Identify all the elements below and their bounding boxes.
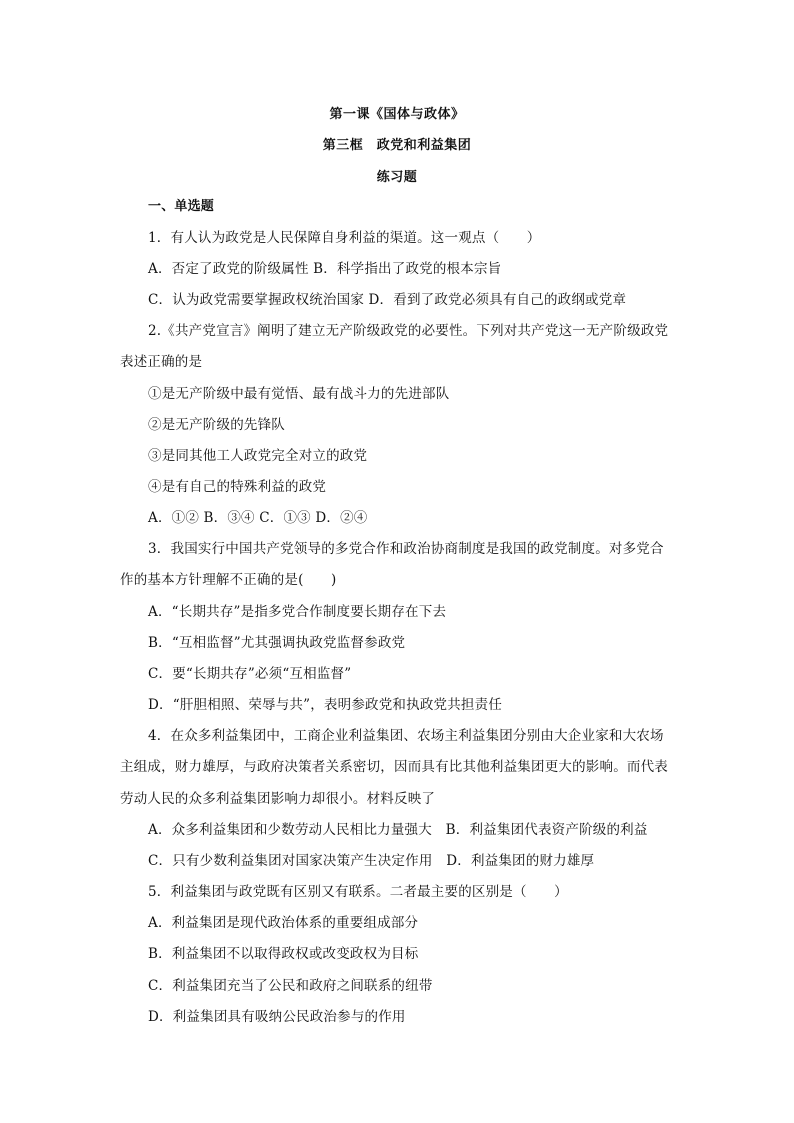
- section-heading: 一、单选题: [148, 199, 215, 214]
- question-1-option-line-1: A．否定了政党的阶级属性 B．科学指出了政党的根本宗旨: [148, 261, 502, 277]
- question-2-item-3: ③是同其他工人政党完全对立的政党: [148, 448, 368, 464]
- question-2-item-1: ①是无产阶级中最有觉悟、最有战斗力的先进部队: [148, 386, 450, 402]
- question-3-stem-line-1: 3．我国实行中国共产党领导的多党合作和政治协商制度是我国的政党制度。对多党合: [148, 541, 664, 557]
- question-3-option-b: B．“互相监督”尤其强调执政党监督参政党: [148, 635, 406, 651]
- question-4-stem-line-2: 主组成，财力雄厚，与政府决策者关系密切，因而具有比其他利益集团更大的影响。而代表: [120, 759, 668, 775]
- question-2-stem-line-1: 2.《共产党宣言》阐明了建立无产阶级政党的必要性。下列对共产党这一无产阶级政党: [148, 323, 669, 339]
- question-2-item-2: ②是无产阶级的先锋队: [148, 417, 285, 433]
- document-subtitle: 第三框 政党和利益集团: [322, 138, 472, 153]
- question-1-stem: 1．有人认为政党是人民保障自身利益的渠道。这一观点（ ）: [148, 230, 541, 246]
- question-2-options: A．①② B．③④ C．①③ D．②④: [148, 510, 368, 526]
- question-3-option-c: C．要“长期共存”必须“互相监督”: [148, 666, 352, 682]
- question-5-option-d: D．利益集团具有吸纳公民政治参与的作用: [148, 1009, 406, 1025]
- exercise-label: 练习题: [376, 170, 418, 185]
- question-2-stem-line-2: 表述正确的是: [120, 354, 203, 370]
- question-4-option-line-2: C．只有少数利益集团对国家决策产生决定作用 D．利益集团的财力雄厚: [148, 853, 595, 869]
- question-4-stem-line-1: 4．在众多利益集团中，工商企业利益集团、农场主利益集团分别由大企业家和大农场: [148, 728, 664, 744]
- question-3-option-a: A．“长期共存”是指多党合作制度要长期存在下去: [148, 604, 447, 620]
- question-5-option-c: C．利益集团充当了公民和政府之间联系的纽带: [148, 978, 433, 994]
- document-title: 第一课《国体与政体》: [329, 107, 465, 122]
- question-3-option-d: D．“肝胆相照、荣辱与共”，表明参政党和执政党共担责任: [148, 697, 503, 713]
- question-5-option-a: A．利益集团是现代政治体系的重要组成部分: [148, 915, 419, 931]
- question-5-stem: 5．利益集团与政党既有区别又有联系。二者最主要的区别是（ ）: [148, 884, 568, 900]
- question-1-option-line-2: C．认为政党需要掌握政权统治国家 D．看到了政党必须具有自己的政纲或党章: [148, 292, 627, 308]
- question-4-stem-line-3: 劳动人民的众多利益集团影响力却很小。材料反映了: [120, 791, 436, 807]
- question-5-option-b: B．利益集团不以取得政权或改变政权为目标: [148, 946, 419, 962]
- question-3-stem-line-2: 作的基本方针理解不正确的是( ): [120, 572, 337, 588]
- question-2-item-4: ④是有自己的特殊利益的政党: [148, 479, 327, 495]
- question-4-option-line-1: A．众多利益集团和少数劳动人民相比力量强大 B．利益集团代表资产阶级的利益: [148, 822, 648, 838]
